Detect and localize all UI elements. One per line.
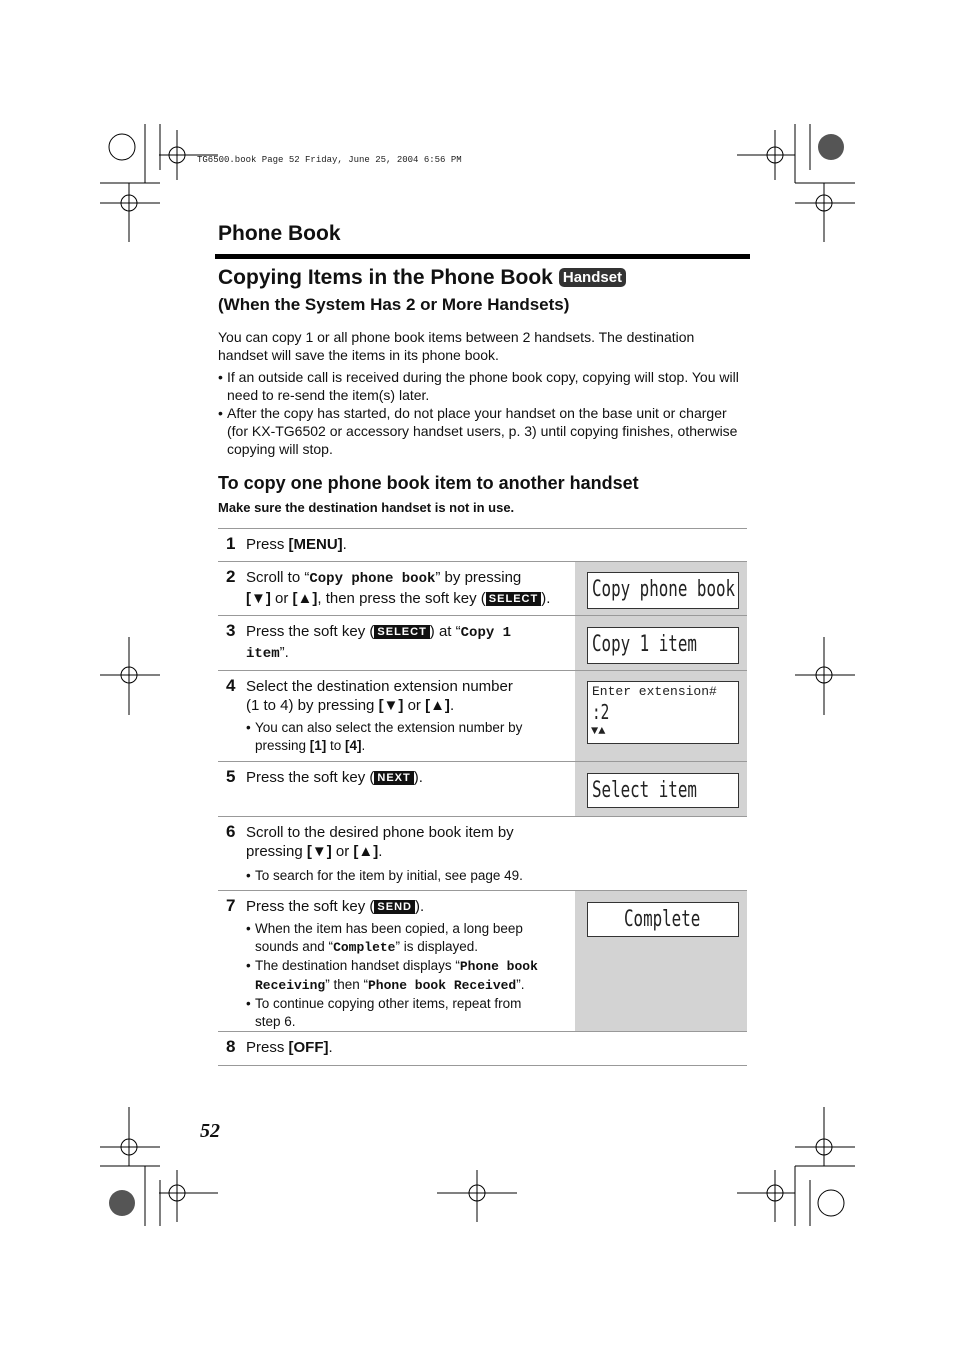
lcd-display: Copy 1 item [587,627,739,664]
step-8 [218,1031,747,1066]
step-number: 3 [226,621,236,640]
lcd-display: Copy phone book [587,572,739,609]
step-number: 7 [226,896,236,915]
step-5 [218,761,747,817]
title-rule [215,254,750,259]
step-text: Scroll to the desired phone book item by pressing [▼] or [▲]. • To search for the item by initial, see page 49. [246,823,566,885]
lcd-display: Enter extension# :2 ▼▲ [587,681,739,744]
note-item: • After the copy has started, do not place your handset on the base unit or charger (for KX-TG6502 or accessory handset users, p. 3) until copying finishes, otherwise copying will stop. [218,404,748,458]
step-notes [246,920,566,1031]
procedure-note: Make sure the destination handset is not in use. [218,500,515,515]
step-note: • When the item has been copied, a long beep sounds and “Complete” is displayed. [246,920,566,957]
step-3 [218,615,747,671]
off-button-label: [OFF] [288,1039,329,1056]
step-text: Scroll to “Copy phone book” by pressing [▼] or [▲], then press the soft key ( SELECT ). [246,569,551,607]
step-note: • You can also select the extension number by pressing [1] to [4]. [246,719,566,755]
select-soft-key: SELECT [486,592,541,606]
page-number: 52 [200,1120,220,1142]
menu-button-label: [MENU] [288,536,343,553]
step-text: Press [OFF]. [246,1039,333,1056]
step-text: Press the soft key ( SEND ). • When the item has been copied, a long beep sounds and “Complete” is displayed. • The destination handset displays “Phone book Receiving” then “Phone book Received”. • To continue copying other items, repeat from step 6. [246,897,566,1031]
lcd-display: Complete [587,902,739,937]
send-soft-key: SEND [374,900,415,914]
step-number: 8 [226,1037,236,1056]
step-number: 2 [226,567,236,586]
up-key-label: [▲] [292,590,318,607]
section-title: Phone Book [218,222,341,245]
step-note: • The destination handset displays “Phone book Receiving” then “Phone book Received”. [246,957,566,995]
step-note: • To continue copying other items, repeat from step 6. [246,995,566,1031]
procedure-title: To copy one phone book item to another handset [218,473,639,493]
step-number: 6 [226,822,236,841]
step-number: 5 [226,767,236,786]
step-text: Select the destination extension number (1 to 4) by pressing [▼] or [▲]. • You can also select the extension number by pressing [1] to [4]. [246,677,566,755]
step-1 [218,528,747,562]
handset-badge: Handset [559,268,626,287]
step-4 [218,670,747,762]
step-number: 4 [226,676,236,695]
step-number: 1 [226,534,236,553]
step-6 [218,816,747,891]
next-soft-key: NEXT [374,771,413,785]
step-7 [218,890,747,1032]
step-text: Press the soft key ( NEXT ). [246,769,423,786]
step-text: Press the soft key ( SELECT ) at “Copy 1 item”. [246,623,512,662]
page-subheading: (When the System Has 2 or More Handsets) [218,295,570,314]
step-note: • To search for the item by initial, see page 49. [246,867,566,885]
lcd-display: Select item [587,773,739,808]
step-text: Press [MENU]. [246,536,347,553]
header-stamp: TG6500.book Page 52 Friday, June 25, 2004 6:56 PM [197,155,462,165]
notes-list [218,368,748,458]
note-item: • If an outside call is received during the phone book copy, copying will stop. You will need to re-send the item(s) later. [218,368,748,404]
down-key-label: [▼] [246,590,271,607]
step-2 [218,561,747,616]
heading-title: Copying Items in the Phone Book [218,266,553,289]
select-soft-key: SELECT [374,625,429,639]
intro-paragraph: You can copy 1 or all phone book items between 2 handsets. The destination handset will save the items in its phone book. [218,329,695,363]
page-heading [218,266,626,290]
